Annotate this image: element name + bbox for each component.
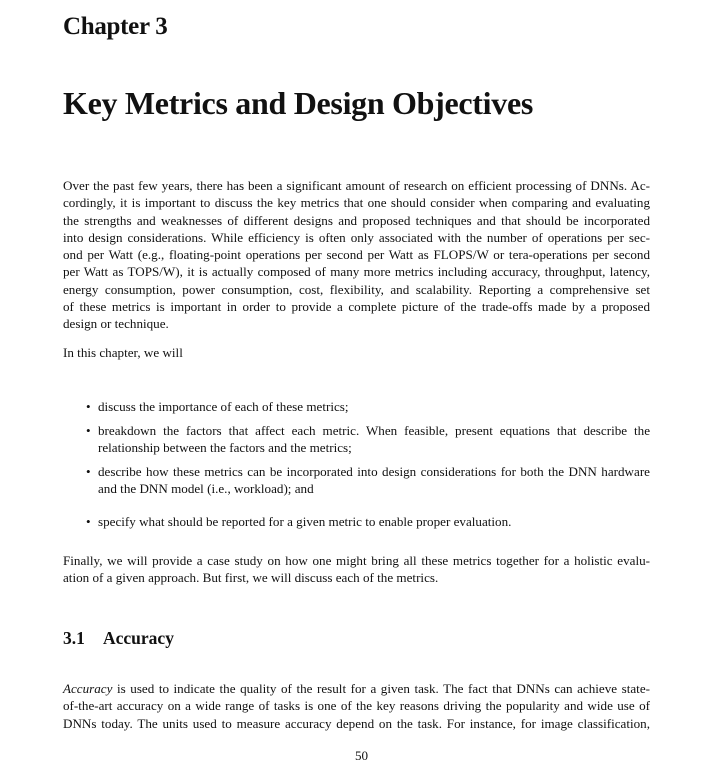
text-line: Finally, we will provide a case study on how one might bring all these metrics together for a holistic evalu- — [63, 553, 650, 568]
text-line: DNNs today. The units used to measure accuracy depend on the task. For instance, for image classification, — [63, 715, 650, 731]
text-line: design or technique. — [63, 316, 169, 332]
emphasis-term: Accuracy — [63, 681, 113, 696]
chapter-title: Key Metrics and Design Objectives — [63, 85, 534, 121]
text-line: discuss the importance of each of these metrics; — [98, 399, 349, 414]
text-line: into design considerations. While efficiency is often only associated with the number of operations per sec- — [63, 229, 650, 245]
case-study-paragraph — [63, 552, 650, 587]
bullet-icon: • — [86, 399, 91, 414]
text-line: of these metrics is important in order to provide a complete picture of the trade-offs made by a proposed — [63, 299, 650, 315]
text-line: Over the past few years, there has been a significant amount of research on efficient processing of DNNs. Ac- — [63, 178, 650, 193]
chapter-overview-lead — [63, 344, 650, 361]
text-line: ond per Watt (e.g., floating-point operations per second per Watt as FLOPS/W or tera-operations per second — [63, 247, 650, 263]
section-heading — [63, 628, 174, 649]
accuracy-paragraph — [63, 680, 650, 732]
intro-paragraph — [63, 177, 650, 333]
text-line — [63, 680, 650, 697]
section-title: Accuracy — [103, 628, 174, 648]
chapter-label: Chapter 3 — [63, 13, 168, 40]
text-line: energy consumption, power consumption, cost, flexibility, and scalability. Reporting a comprehensive set — [63, 281, 650, 297]
text-line: ation of a given approach. But first, we will discuss each of the metrics. — [63, 570, 439, 586]
text-line: cordingly, it is important to discuss the key metrics that one should consider when comparing and evaluating — [63, 195, 650, 211]
text-line: and the DNN model (i.e., workload); and — [98, 481, 314, 497]
page-number: 50 — [354, 748, 369, 763]
text-fragment: is used to indicate the quality of the result for a given task. The fact that DNNs can achieve state- — [112, 681, 650, 696]
text-line: breakdown the factors that affect each metric. When feasible, present equations that describe the — [98, 423, 650, 438]
text-line: specify what should be reported for a given metric to enable proper evaluation. — [98, 514, 512, 529]
text-line: describe how these metrics can be incorporated into design considerations for both the DNN hardware — [98, 464, 650, 479]
bullet-icon: • — [86, 514, 91, 529]
text-line: relationship between the factors and the metrics; — [98, 440, 352, 456]
section-number: 3.1 — [63, 628, 85, 648]
text-line: of-the-art accuracy on a wide range of tasks is one of the key reasons driving the popularity and wide use of — [63, 698, 650, 714]
bullet-icon: • — [86, 464, 91, 479]
text-line: In this chapter, we will — [63, 345, 183, 360]
bullet-icon: • — [86, 423, 91, 438]
text-line: the strengths and weaknesses of different designs and proposed techniques and that should be incorporated — [63, 212, 650, 228]
text-line: per Watt as TOPS/W), it is actually composed of many more metrics including accuracy, throughput, latency, — [63, 264, 650, 280]
